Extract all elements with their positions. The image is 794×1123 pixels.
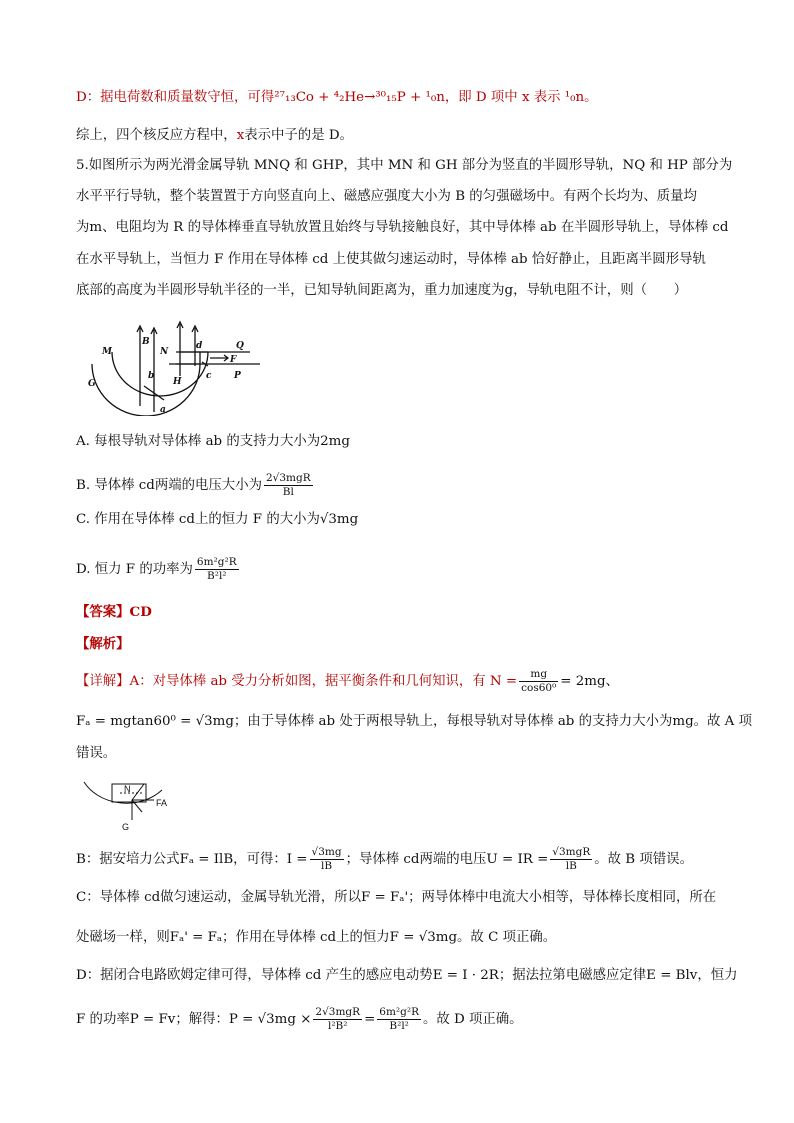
detail-c-line-1: C：导体棒 cd做匀速运动，金属导轨光滑，所以F = Fₐ'；两导体棒中电流大小相等，导体棒长度相同，所在 [76,890,717,905]
question-line-2: 水平平行导轨，整个装置置于方向竖直向上、磁感应强度大小为 B 的匀强磁场中。有两个长均为、质量均 [76,189,697,204]
detail-d-line-1: D：据闭合电路欧姆定律可得，导体棒 cd 产生的感应电动势E = I · 2R；据法拉第电磁感应定律E = Blv，恒力 [76,968,738,983]
fig2-label-G: G [122,822,130,832]
question-line-4: 在水平导轨上，当恒力 F 作用在导体棒 cd 上使其做匀速运动时，导体棒 ab 恰好静止，且距离半圆形导轨 [76,252,706,267]
label-H: H [173,377,182,387]
detail-b-frac-1: $\frac{√3mg}{lB}$ [311,846,342,872]
label-F: F [230,355,237,365]
label-b: b [148,371,155,381]
option-a: A. 每根导轨对导体棒 ab 的支持力大小为2mg [76,434,350,449]
label-M: M [102,347,112,357]
d-conclusion-line: D：据电荷数和质量数守恒，可得²⁷₁₃Co + ⁴₂He→³⁰₁₅P + ¹₀n，即 D 项中 x 表示 ¹₀n。 [76,90,598,105]
detail-d-frac-1: $\frac{\text{2√3mgR}}{\text{l²B²}}$ [315,1006,361,1032]
label-d: d [196,341,203,351]
option-b: B. 导体棒 cd两端的电压大小为 $\frac{\text{2√3mgR}}{Bl}$ [76,472,311,498]
detail-a-line-2: Fₐ = mgtan60⁰ = √3mg；由于导体棒 ab 处于两根导轨上，每根导轨对导体棒 ab 的支持力大小为mg。故 A 项 [76,714,752,729]
question-line-1: 5.如图所示为两光滑金属导轨 MNQ 和 GHP，其中 MN 和 GH 部分为竖直的半圆形导轨，NQ 和 HP 部分为 [76,158,733,173]
label-P: P [234,371,241,381]
label-c: c [206,371,212,381]
detail-d-line-2: F 的功率P = Fv；解得：P = √3mg × $\frac{\text{2√3mgR}}{\text{l²B²}}$ = $\frac{\text{6m²g²R}}{\text{B²l²}}$ 。故 D 项正确。 [76,1006,523,1032]
option-d-fraction: $\frac{\text{6m²g²R}}{\text{B²l²}}$ [196,556,237,582]
fig2-label-FA: FA [156,798,168,808]
detail-a-fraction: $\frac{mg}{\text{cos60⁰}}$ [521,668,557,694]
label-Q: Q [236,341,244,351]
fig2-label-N: N [124,784,131,794]
label-N: N [160,347,169,357]
option-c: C. 作用在导体棒 cd上的恒力 F 的大小为√3mg [76,512,359,527]
detail-a-line-1: 【详解】A：对导体棒 ab 受力分析如图，据平衡条件和几何知识，有 N = $\frac{mg}{\text{cos60⁰}}$ = 2mg、 [76,668,619,694]
detail-b: B：据安培力公式Fₐ = IlB，可得：I = $\frac{√3mg}{lB}$ ；导体棒 cd两端的电压U = IR = $\frac{\text{√3mgR}}{lB}$ 。故 B 项错误。 [76,846,693,872]
label-a: a [160,405,166,415]
question-line-3: 为m、电阻均为 R 的导体棒垂直导轨放置且始终与导轨接触良好，其中导体棒 ab 在半圆形导轨上，导体棒 cd [76,220,729,235]
detail-d-frac-2: $\frac{\text{6m²g²R}}{\text{B²l²}}$ [379,1006,419,1032]
summary-line: 综上，四个核反应方程中，x表示中子的是 D。 [76,128,353,143]
detail-b-frac-2: $\frac{\text{√3mgR}}{lB}$ [552,846,591,872]
option-b-fraction: $\frac{\text{2√3mgR}}{Bl}$ [265,472,311,498]
detail-c-line-2: 处磁场一样，则Fₐ' = Fₐ；作用在导体棒 cd上的恒力F = √3mg。故 C 项正确。 [76,930,557,945]
rail-diagram [80,316,260,416]
question-line-5: 底部的高度为半圆形导轨半径的一半，已知导轨间距离为，重力加速度为g，导轨电阻不计，则（ ） [76,283,688,298]
option-d: D. 恒力 F 的功率为 $\frac{\text{6m²g²R}}{\text{B²l²}}$ [76,556,237,582]
detail-a-line-3: 错误。 [76,746,117,761]
label-B: B [142,337,150,347]
label-G: G [88,379,96,389]
force-diagram [82,776,182,834]
answer-label: 【答案】CD [76,604,152,620]
analysis-label: 【解析】 [76,636,130,652]
